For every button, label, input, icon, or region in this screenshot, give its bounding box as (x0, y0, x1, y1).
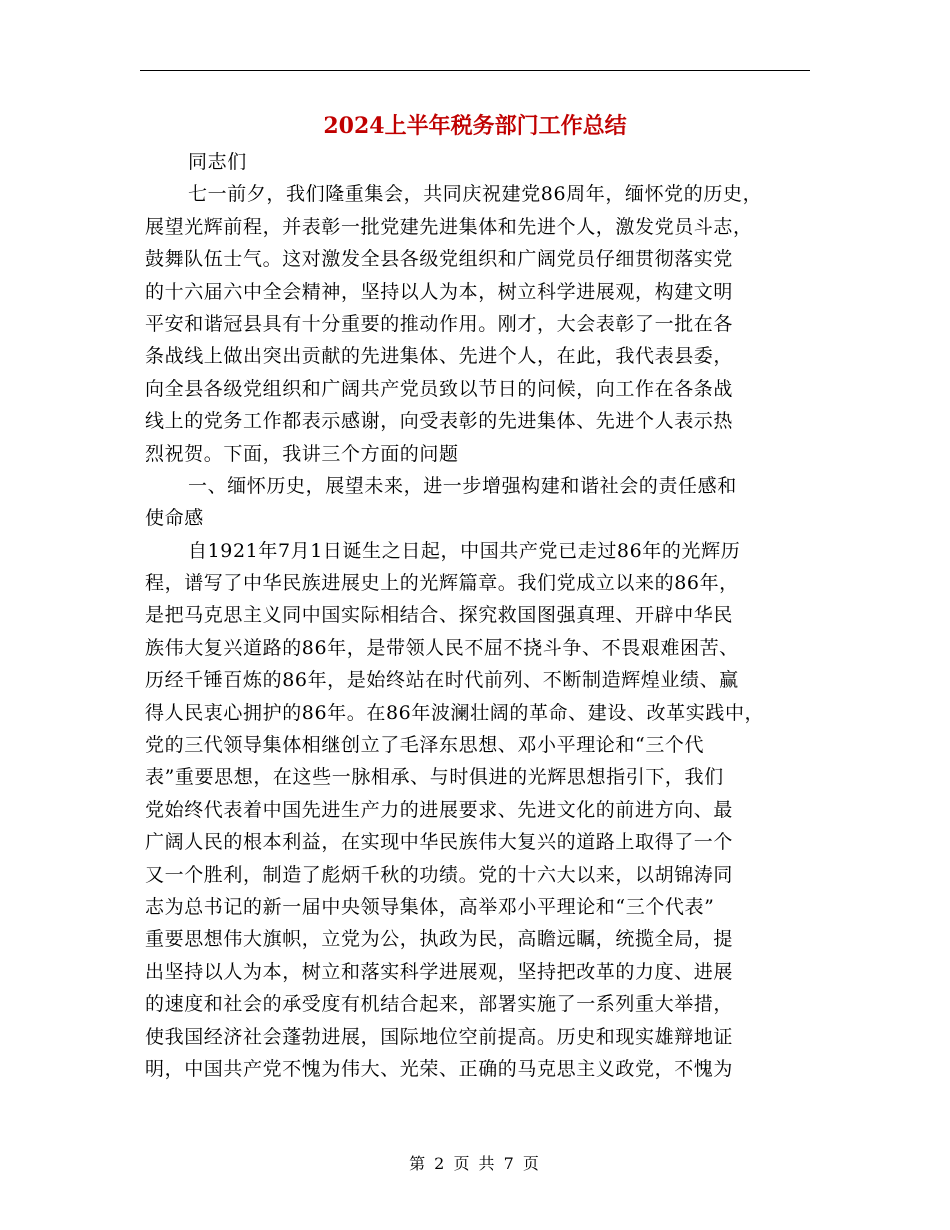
paragraph-line: 线上的党务工作都表示感谢，向受表彰的先进集体、先进个人表示热 (145, 410, 734, 433)
paragraph-line: 明，中国共产党不愧为伟大、光荣、正确的马克思主义政党，不愧为 (145, 1057, 734, 1080)
paragraph-line: 重要思想伟大旗帜，立党为公，执政为民，高瞻远瞩，统揽全局，提 (145, 928, 734, 951)
paragraph-line: 族伟大复兴道路的86年，是带领人民不屈不挠斗争、不畏艰难困苦、 (145, 636, 739, 659)
paragraph-first-line: 同志们 (188, 151, 247, 173)
header-rule (140, 70, 810, 71)
paragraph-line: 的速度和社会的承受度有机结合起来，部署实施了一系列重大举措， (145, 993, 734, 1016)
paragraph-line: 出坚持以人为本，树立和落实科学进展观，坚持把改革的力度、进展 (145, 960, 734, 983)
paragraph-line: 烈祝贺。下面，我讲三个方面的问题 (145, 442, 459, 465)
paragraph-line: 广阔人民的根本利益，在实现中华民族伟大复兴的道路上取得了一个 (145, 831, 734, 854)
paragraph-line: 志为总书记的新一届中央领导集体，高举邓小平理论和“三个代表” (145, 895, 715, 918)
paragraph-line: 得人民衷心拥护的86年。在86年波澜壮阔的革命、建设、改革实践中， (145, 701, 765, 724)
paragraph-line: 党的三代领导集体相继创立了毛泽东思想、邓小平理论和“三个代 (145, 734, 705, 757)
paragraph-first-line: 一、缅怀历史，展望未来，进一步增强构建和谐社会的责任感和 (188, 474, 737, 497)
paragraph-line: 鼓舞队伍士气。这对激发全县各级党组织和广阔党员仔细贯彻落实党 (145, 248, 734, 271)
paragraph-line: 程，谱写了中华民族进展史上的光辉篇章。我们党成立以来的86年， (145, 572, 739, 595)
paragraph-first-line: 七一前夕，我们隆重集会，共同庆祝建党86周年，缅怀党的历史， (188, 183, 763, 206)
paragraph-line: 使命感 (145, 507, 204, 530)
paragraph-line: 是把马克思主义同中国实际相结合、探究救国图强真理、开辟中华民 (145, 604, 734, 627)
paragraph-first-line: 自1921年7月1日诞生之日起，中国共产党已走过86年的光辉历 (188, 539, 741, 562)
paragraph-line: 党始终代表着中国先进生产力的进展要求、先进文化的前进方向、最 (145, 798, 734, 821)
paragraph-line: 展望光辉前程，并表彰一批党建先进集体和先进个人，激发党员斗志， (145, 215, 753, 238)
paragraph-line: 表”重要思想，在这些一脉相承、与时俱进的光辉思想指引下，我们 (145, 766, 724, 789)
document-body (145, 146, 815, 1085)
page-number-footer: 第 2 页 共 7 页 (409, 1154, 541, 1173)
paragraph-line: 条战线上做出突出贡献的先进集体、先进个人，在此，我代表县委， (145, 345, 734, 368)
document-title: 2024上半年税务部门工作总结 (323, 113, 627, 139)
paragraph-line: 历经千锤百炼的86年，是始终站在时代前列、不断制造辉煌业绩、赢 (145, 669, 739, 692)
paragraph-line: 又一个胜利，制造了彪炳千秋的功绩。党的十六大以来，以胡锦涛同 (145, 863, 734, 886)
paragraph-line: 使我国经济社会蓬勃进展，国际地位空前提高。历史和现实雄辩地证 (145, 1025, 734, 1048)
paragraph-line: 的十六届六中全会精神，坚持以人为本，树立科学进展观，构建文明 (145, 280, 734, 303)
paragraph-line: 向全县各级党组织和广阔共产党员致以节日的问候，向工作在各条战 (145, 377, 734, 400)
paragraph-line: 平安和谐冠县具有十分重要的推动作用。刚才，大会表彰了一批在各 (145, 312, 734, 335)
